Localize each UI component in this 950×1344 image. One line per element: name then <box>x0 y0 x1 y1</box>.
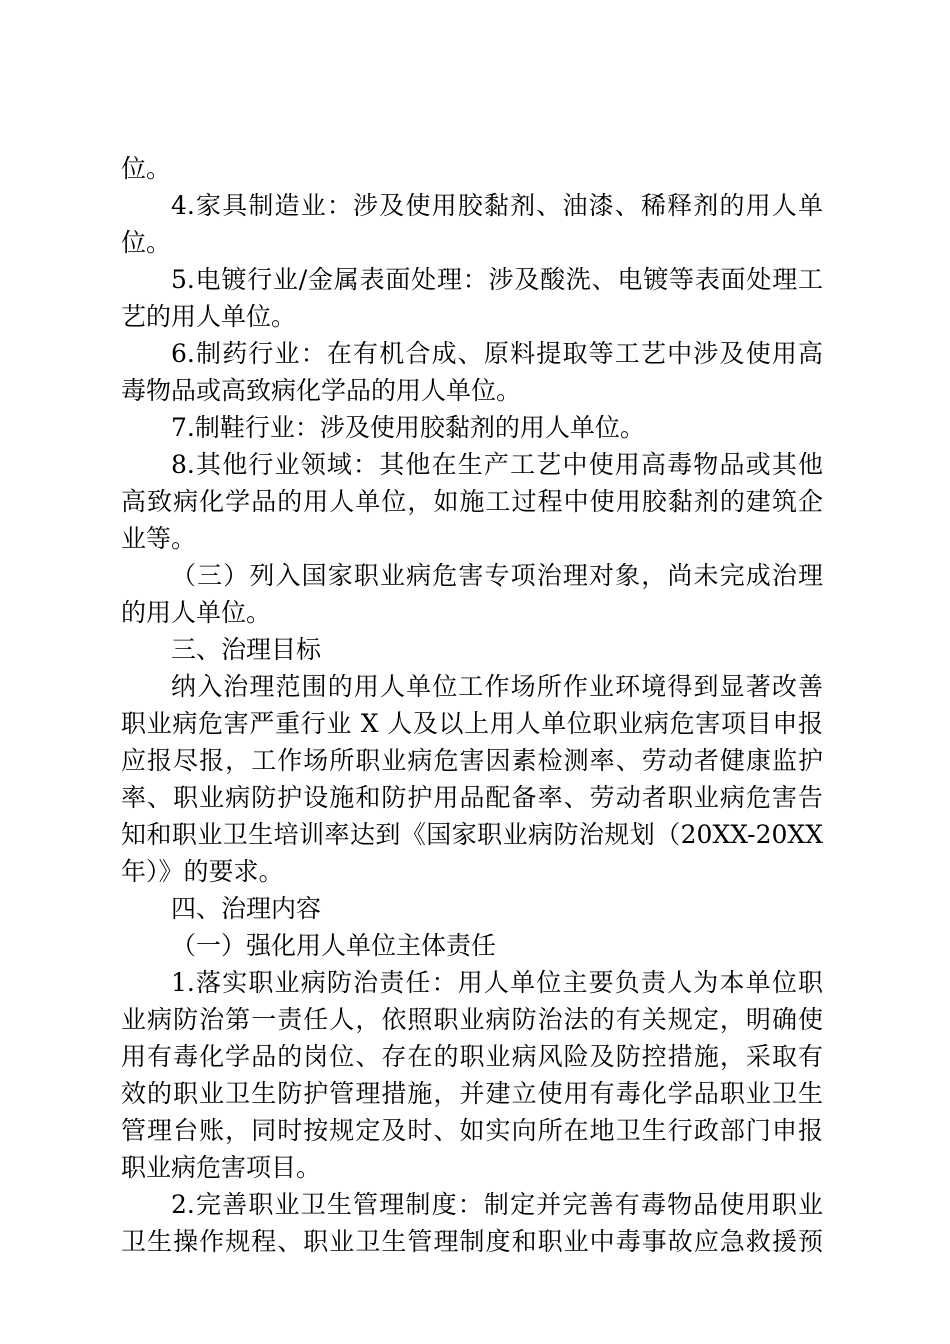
text-line: 业病防治第一责任人，依照职业病防治法的有关规定，明确使 <box>121 1005 823 1034</box>
text-line: 职业病危害项目。 <box>121 1153 322 1182</box>
text-line: 管理台账，同时按规定及时、如实向所在地卫生行政部门申报 <box>121 1116 823 1145</box>
text-line: 纳入治理范围的用人单位工作场所作业环境得到显著改善 <box>171 672 823 701</box>
text-line: 卫生操作规程、职业卫生管理制度和职业中毒事故应急救援预 <box>121 1227 823 1256</box>
text-line: 位。 <box>121 228 172 257</box>
section-heading: （三）列入国家职业病危害专项治理对象，尚未完成治理 <box>171 561 823 590</box>
chapter-heading: 四、治理内容 <box>171 894 322 923</box>
text-line: 艺的用人单位。 <box>121 302 297 331</box>
text-line: 4.家具制造业：涉及使用胶黏剂、油漆、稀释剂的用人单 <box>171 191 823 220</box>
text-line: 的用人单位。 <box>121 598 272 627</box>
text-line: 8.其他行业领域：其他在生产工艺中使用高毒物品或其他 <box>171 450 823 479</box>
text-line: 应报尽报，工作场所职业病危害因素检测率、劳动者健康监护 <box>121 746 823 775</box>
text-line: 业等。 <box>121 524 197 553</box>
text-line: 用有毒化学品的岗位、存在的职业病风险及防控措施，采取有 <box>121 1042 823 1071</box>
text-line: 效的职业卫生防护管理措施，并建立使用有毒化学品职业卫生 <box>121 1079 823 1108</box>
text-line: 高致病化学品的用人单位，如施工过程中使用胶黏剂的建筑企 <box>121 487 823 516</box>
text-line: 知和职业卫生培训率达到《国家职业病防治规划（20XX-20XX <box>121 820 823 849</box>
text-line: 年）》的要求。 <box>121 857 284 886</box>
document-page <box>121 150 823 1260</box>
text-line: 1.落实职业病防治责任：用人单位主要负责人为本单位职 <box>171 968 823 997</box>
chapter-heading: 三、治理目标 <box>171 635 322 664</box>
text-line: 率、职业病防护设施和防护用品配备率、劳动者职业病危害告 <box>121 783 823 812</box>
text-line: 职业病危害严重行业 X 人及以上用人单位职业病危害项目申报 <box>121 709 823 738</box>
text-line: 毒物品或高致病化学品的用人单位。 <box>121 376 522 405</box>
text-line: 7.制鞋行业：涉及使用胶黏剂的用人单位。 <box>171 413 645 442</box>
text-line: 6.制药行业：在有机合成、原料提取等工艺中涉及使用高 <box>171 339 823 368</box>
text-line: 5.电镀行业/金属表面处理：涉及酸洗、电镀等表面处理工 <box>171 265 823 294</box>
text-line: 位。 <box>121 154 172 183</box>
section-heading: （一）强化用人单位主体责任 <box>171 931 497 960</box>
text-line: 2.完善职业卫生管理制度：制定并完善有毒物品使用职业 <box>171 1190 823 1219</box>
